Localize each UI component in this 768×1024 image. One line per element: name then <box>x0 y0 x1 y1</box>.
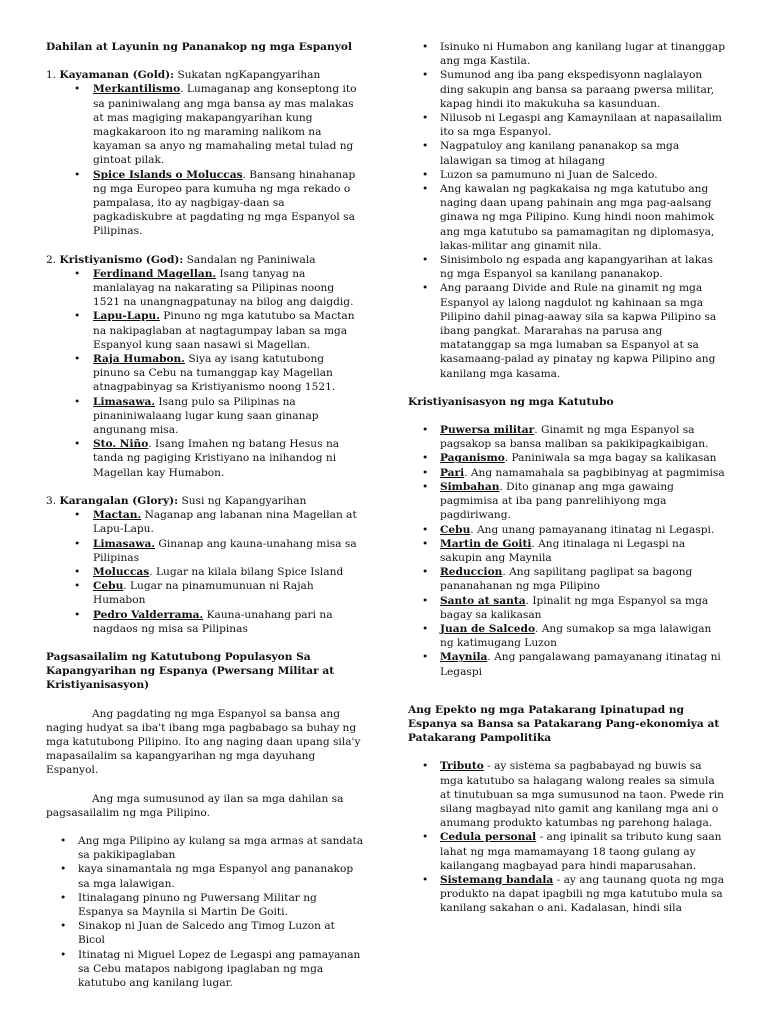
list-item <box>46 352 364 395</box>
section-number: 2. <box>46 253 57 266</box>
left-column <box>46 40 364 990</box>
list-item <box>46 267 364 310</box>
list-item <box>46 309 364 352</box>
definition: - ang ipinalit sa tributo kung saan lahat ng mga mamamayang 18 taong gulang ay kailangang magbayad para hindi maparusahan. <box>440 831 722 872</box>
right-column <box>408 40 728 916</box>
section-heading-epekto: Ang Epekto ng mga Patakarang Ipinatupad ng Espanya sa Bansa sa Patakarang Pang-ekonomiya at Patakarang Pampolitika <box>408 703 720 745</box>
list-item <box>408 759 728 830</box>
list-item <box>46 565 364 579</box>
definition: . Ang itinalaga ni Legaspi na sakupin ang Maynila <box>440 537 686 564</box>
section-number: 3. <box>46 494 57 507</box>
term: Santo at santa <box>440 594 526 607</box>
list-item: • Nilusob ni Legaspi ang Kamaynilaan at napasailalim ito sa mga Espanyol. <box>408 111 728 139</box>
list-item: • Itinatag ni Miguel Lopez de Legaspi ang pamayanan sa Cebu matapos nabigong ipaglaban ng mga katutubo ang kanilang lugar. <box>46 948 364 991</box>
term: Paganismo <box>440 452 505 465</box>
definition: . Dito ginanap ang mga gawaing pagmimisa at iba pang panrelihiyong mga pagdiriwang. <box>440 480 674 522</box>
definition: - ay sistema sa pagbabayad ng buwis sa mga katutubo sa halagang walong reales sa simula at tinutubuan sa mga sumusunod na taon. Pwede rin silang magbayad nito gamit ang kanilang mga ani o anumang produkto katumbas ng parehong halaga. <box>440 760 724 830</box>
section-list <box>46 508 364 636</box>
list-item <box>408 480 728 523</box>
list-item <box>408 466 728 480</box>
term: Cebu <box>440 523 471 536</box>
term: Sistemang bandala <box>440 873 554 886</box>
section-title: Karangalan (Glory): <box>59 494 179 507</box>
list-item <box>46 168 364 239</box>
definition: Kauna-unahang pari na nagdaos ng misa sa Pilipinas <box>93 608 333 635</box>
definition: . Lumaganap ang konseptong ito sa paniniwalang ang mga bansa ay mas malakas at mas magiging makapangyarihan kung magkakaroon ito ng maraming nalikom na kayaman sa anyo ng mamahaling metal tulad ng gintoat pilak. <box>93 83 357 167</box>
list-item: • kaya sinamantala ng mga Espanyol ang pananakop sa mga lalawigan. <box>46 862 364 890</box>
list-item <box>408 423 728 451</box>
list-item <box>46 395 364 438</box>
section-subtitle: Sandalan ng Paniniwala <box>183 253 316 266</box>
term: Ferdinand Magellan. <box>93 267 217 280</box>
list-item: • Itinalagang pinuno ng Puwersang Militar ng Espanya sa Maynila si Martin De Goiti. <box>46 891 364 919</box>
conquest-list <box>408 40 728 381</box>
term: Limasawa. <box>93 537 156 550</box>
definition: . Paniniwala sa mga bagay sa kalikasan <box>504 452 717 465</box>
definition: . Ginamit ng mga Espanyol sa pagsakop sa bansa maliban sa pakikipagkaibigan. <box>440 424 709 451</box>
section-list <box>46 267 364 480</box>
definition: . Lugar na pinamumunuan ni Rajah Humabon <box>93 580 314 607</box>
term: Tributo <box>440 760 484 773</box>
definition: . Isang Imahen ng batang Hesus na tanda ng pagiging Kristiyano na inihandog ni Magellan kay Humabon. <box>93 438 340 479</box>
section-title: Kristiyanismo (God): <box>59 253 184 266</box>
list-item: • Nagpatuloy ang kanilang pananakop sa mga lalawigan sa timog at hilagang <box>408 139 728 167</box>
section-gold <box>46 68 364 238</box>
section-heading-kristiyanisasyon: Kristiyanisasyon ng mga Katutubo <box>408 395 614 408</box>
list-item: • Isinuko ni Humabon ang kanilang lugar at tinanggap ang mga Kastila. <box>408 40 728 68</box>
term: Raja Humabon. <box>93 353 185 366</box>
section-title: Kayamanan (Gold): <box>59 69 175 82</box>
list-item: • Ang kawalan ng pagkakaisa ng mga katutubo ang naging daan upang pahinain ang mga pag-aalsang ginawa ng mga Pilipino. Kung hindi noon mahimok ang mga katutubo sa pamamagitan ng diplomasya, lakas-militar ang ginamit nila. <box>408 182 728 253</box>
section-number: 1. <box>46 69 57 82</box>
term: Puwersa militar <box>440 424 535 437</box>
definition: Siya ay isang katutubong pinuno sa Cebu na tumanggap kay Magellan atnagpabinyag sa Kristiyanismo noong 1521. <box>93 353 336 394</box>
term: Lapu-Lapu. <box>93 310 160 323</box>
definition: . Ang sapilitang paglipat sa bagong pananahanan ng mga Pilipino <box>440 566 693 593</box>
list-item <box>46 82 364 167</box>
section-subtitle: Susi ng Kapangyarihan <box>178 494 307 507</box>
section-glory <box>46 494 364 636</box>
term: Maynila <box>440 651 488 664</box>
list-item: • Ang paraang Divide and Rule na ginamit ng mga Espanyol ay lalong nagdulot ng kahinaan sa mga Pilipino dahil pinag-aaway sila sa kapwa Pilipino sa ibang pangkat. Mararahas na parusa ang matatanggap sa mga lumaban sa Espanyol at sa kasamaang-palad ay pinatay ng kapwa Pilipino ang kanilang mga kasama. <box>408 281 728 380</box>
term: Moluccas <box>93 565 150 578</box>
term: Simbahan <box>440 480 500 493</box>
list-item <box>46 437 364 480</box>
list-item: • Sinisimbolo ng espada ang kapangyarihan at lakas ng mga Espanyol sa kanilang pananakop. <box>408 253 728 281</box>
definition: Isang tanyag na manlalayag na nakarating sa Pilipinas noong 1521 na unangnagpatunay na bilog ang daigdig. <box>93 267 354 309</box>
reasons-list <box>46 834 364 990</box>
section-subtitle: Sukatan ngKapangyarihan <box>174 69 321 82</box>
definition: . Ang pangalawang pamayanang itinatag ni Legaspi <box>440 651 721 678</box>
term: Cebu <box>93 580 124 593</box>
list-item <box>46 537 364 565</box>
list-item <box>408 622 728 650</box>
list-item <box>408 565 728 593</box>
list-item: • Luzon sa pamumuno ni Juan de Salcedo. <box>408 168 728 182</box>
section-list <box>46 82 364 238</box>
term: Limasawa. <box>93 395 156 408</box>
definition: Pinuno ng mga katutubo sa Mactan na nakipaglaban at nagtagumpay laban sa mga Espanyol kung saan nasawi si Magellan. <box>93 310 355 351</box>
list-item <box>46 608 364 636</box>
list-item: • Ang mga Pilipino ay kulang sa mga armas at sandata sa pakikipaglaban <box>46 834 364 862</box>
term: Mactan. <box>93 509 142 522</box>
definition: . Ang namamahala sa pagbibinyag at pagmimisa <box>464 466 725 479</box>
definition: - ay ang taunang quota ng mga produkto na dapat ipagbili ng mga katutubo mula sa kanilang sakahan o ani. Kadalasan, hindi sila <box>440 873 725 915</box>
definition: . Ang sumakop sa mga lalawigan ng katimugang Luzon <box>440 622 712 650</box>
list-item <box>408 594 728 622</box>
list-item <box>408 830 728 873</box>
section-god <box>46 253 364 480</box>
doc-title: Dahilan at Layunin ng Pananakop ng mga Espanyol <box>46 41 352 53</box>
term: Merkantilismo <box>93 83 181 96</box>
term: Pari <box>440 466 465 479</box>
definition: . Ipinalit ng mga Espanyol sa mga bagay sa kalikasan <box>440 594 709 621</box>
list-item <box>408 537 728 565</box>
policies-list <box>408 759 728 915</box>
definition: Isang pulo sa Pilipinas na pinaniniwalaang lugar kung saan ginanap angunang misa. <box>93 395 319 437</box>
term: Cedula personal <box>440 831 537 844</box>
term: Juan de Salcedo <box>440 622 536 635</box>
list-item <box>408 451 728 465</box>
term: Martin de Goiti <box>440 537 532 550</box>
list-item <box>46 508 364 536</box>
definition: . Bansang hinahanap ng mga Europeo para kumuha ng mga rekado o pampalasa, ito ay nagbigay-daan sa pagkadiskubre at pagdating ng mga Espanyol sa Pilipinas. <box>93 168 356 238</box>
term: Pedro Valderrama. <box>93 608 204 621</box>
list-item <box>408 873 728 916</box>
terms-list <box>408 423 728 679</box>
list-item: • Sinakop ni Juan de Salcedo ang Timog Luzon at Bicol <box>46 919 364 947</box>
paragraph: Ang mga sumusunod ay ilan sa mga dahilan sa pagsasailalim ng mga Pilipino. <box>46 792 344 819</box>
section-heading <box>46 494 364 508</box>
paragraph: Ang pagdating ng mga Espanyol sa bansa ang naging hudyat sa iba't ibang mga pagbabago sa buhay ng mga katutubong Pilipino. Ito ang naging daan upang sila'y mapasailalim sa kapangyarihan ng mga dayuhang Espanyol. <box>46 707 361 777</box>
section-heading <box>46 68 364 82</box>
term: Spice Islands o Moluccas <box>93 168 243 181</box>
term: Sto. Niño <box>93 438 149 451</box>
section-heading <box>46 253 364 267</box>
definition: Ginanap ang kauna-unahang misa sa Pilipinas <box>93 537 357 564</box>
term: Reduccion <box>440 566 503 579</box>
definition: Naganap ang labanan nina Magellan at Lapu-Lapu. <box>93 509 357 536</box>
definition: . Ang unang pamayanang itinatag ni Legaspi. <box>470 523 715 536</box>
definition: . Lugar na kilala bilang Spice Island <box>149 565 344 578</box>
list-item <box>46 579 364 607</box>
list-item: • Sumunod ang iba pang ekspedisyonn naglalayon ding sakupin ang bansa sa paraang pwersa militar, kapag hindi ito makukuha sa kasunduan. <box>408 68 728 111</box>
list-item <box>408 523 728 537</box>
list-item <box>408 650 728 678</box>
section-heading-pagsasailalim: Pagsasailalim ng Katutubong Populasyon Sa Kapangyarihan ng Espanya (Pwersang Militar at Kristiyanisasyon) <box>46 650 335 692</box>
